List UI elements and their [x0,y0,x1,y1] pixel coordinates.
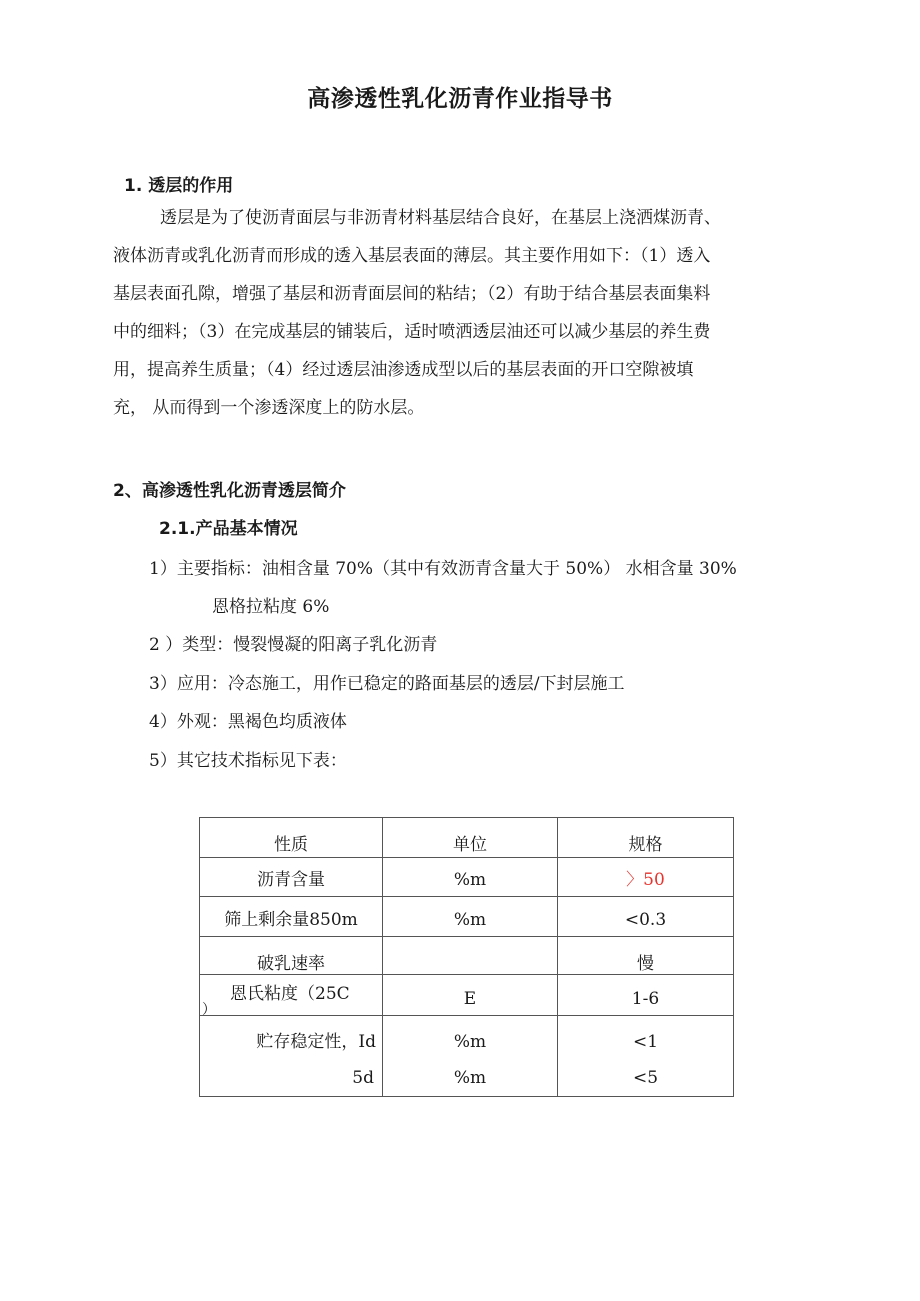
spec-item-2: 2 ）类型：慢裂慢凝的阳离子乳化沥青 [149,635,438,655]
cell-property-text: 恩氏粘度（25C [230,984,350,1004]
cell-spec: 1-6 [558,975,734,1016]
cell-property-line1: 贮存稳定性，Id [256,1032,376,1052]
paragraph-line: 用，提高养生质量；（4）经过透层油渗透成型以后的基层表面的开口空隙被填 [113,360,694,380]
cell-property: 破乳速率 [200,937,383,975]
section-2-1-heading: 2.1.产品基本情况 [159,519,298,539]
cell-property-storage [200,1016,383,1097]
spec-item-3: 3）应用：冷态施工，用作已稳定的路面基层的透层/下封层施工 [149,674,625,694]
cell-unit-line1: %m [453,1032,487,1052]
table-row [200,858,734,897]
spec-item-1-continued: 恩格拉粘度 6% [212,597,330,617]
paragraph-line: 中的细料；（3）在完成基层的铺装后，适时喷洒透层油还可以减少基层的养生费 [113,322,711,342]
cell-spec-line1: <1 [632,1032,659,1052]
spec-item-4: 4）外观：黑褐色均质液体 [149,712,347,732]
paragraph-line: 基层表面孔隙，增强了基层和沥青面层间的粘结；（2）有助于结合基层表面集料 [113,284,711,304]
table-row [200,1016,734,1097]
table-row [200,975,734,1016]
spec-table [199,817,734,1097]
table-header-row [200,818,734,858]
header-property: 性质 [200,818,383,858]
cell-unit-storage [383,1016,558,1097]
paragraph-line: 液体沥青或乳化沥青而形成的透入基层表面的薄层。其主要作用如下：（1）透入 [113,246,711,266]
header-spec: 规格 [558,818,734,858]
table-row [200,937,734,975]
cell-spec-storage [558,1016,734,1097]
cell-property-line2: 5d [352,1068,374,1088]
cell-property: 沥青含量 [200,858,383,897]
cell-unit [383,937,558,975]
paragraph-line: 充， 从而得到一个渗透深度上的防水层。 [113,398,425,418]
section-1-heading: 1. 透层的作用 [124,176,234,196]
page-title: 高渗透性乳化沥青作业指导书 [307,86,613,112]
cell-spec: <0.3 [558,897,734,937]
section-2-heading: 2、高渗透性乳化沥青透层简介 [113,481,346,501]
cell-unit: E [383,975,558,1016]
cell-spec: 慢 [558,937,734,975]
cell-unit-line2: %m [453,1068,487,1088]
cell-property-viscosity [200,975,383,1016]
cell-property-tail: ） [202,1002,216,1018]
spec-item-1: 1）主要指标：油相含量 70%（其中有效沥青含量大于 50%） 水相含量 30% [149,559,737,579]
spec-item-5: 5）其它技术指标见下表： [149,751,347,771]
cell-unit: %m [383,858,558,897]
paragraph-line: 透层是为了使沥青面层与非沥青材料基层结合良好，在基层上浇洒煤沥青、 [160,208,721,228]
cell-unit: %m [383,897,558,937]
table-row [200,897,734,937]
cell-spec-highlight: 〉50 [558,858,734,897]
header-unit: 单位 [383,818,558,858]
cell-spec-line2: <5 [632,1068,659,1088]
cell-property: 筛上剩余量850m [200,897,383,937]
